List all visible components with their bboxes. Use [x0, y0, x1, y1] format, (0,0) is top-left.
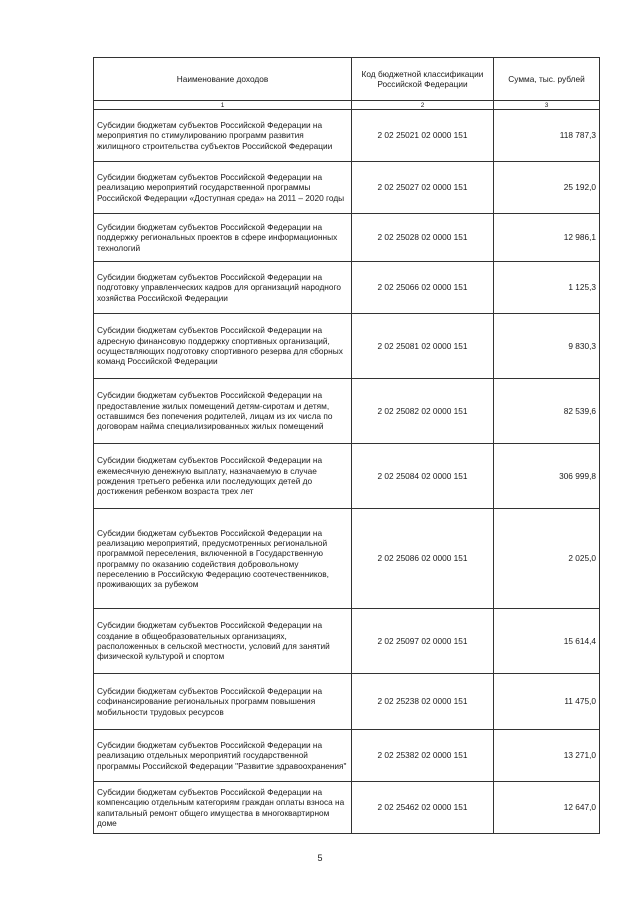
row-name: Субсидии бюджетам субъектов Российской Федерации на адресную финансовую поддержку спортивных организаций, осуществляющих подготовку спортивного резерва для сборных команд Российской Федерации [94, 314, 352, 379]
row-name: Субсидии бюджетам субъектов Российской Федерации на ежемесячную денежную выплату, назначаемую в случае рождения третьего ребенка или последующих детей до достижения ребенком возраста трех лет [94, 444, 352, 509]
table-row [94, 314, 600, 379]
row-code: 2 02 25086 02 0000 151 [352, 509, 494, 609]
row-code: 2 02 25238 02 0000 151 [352, 674, 494, 730]
row-code: 2 02 25382 02 0000 151 [352, 730, 494, 782]
row-amount: 2 025,0 [494, 509, 600, 609]
row-amount: 306 999,8 [494, 444, 600, 509]
table-row [94, 674, 600, 730]
table-row [94, 379, 600, 444]
row-code: 2 02 25462 02 0000 151 [352, 782, 494, 834]
row-code: 2 02 25084 02 0000 151 [352, 444, 494, 509]
header-amount: Сумма, тыс. рублей [494, 58, 600, 101]
row-amount: 82 539,6 [494, 379, 600, 444]
row-amount: 1 125,3 [494, 262, 600, 314]
row-code: 2 02 25066 02 0000 151 [352, 262, 494, 314]
table-row [94, 162, 600, 214]
table-row [94, 444, 600, 509]
row-code: 2 02 25081 02 0000 151 [352, 314, 494, 379]
row-name: Субсидии бюджетам субъектов Российской Федерации на софинансирование региональных программ повышения мобильности трудовых ресурсов [94, 674, 352, 730]
table-row [94, 262, 600, 314]
row-amount: 12 986,1 [494, 214, 600, 262]
row-amount: 9 830,3 [494, 314, 600, 379]
table-row [94, 214, 600, 262]
row-code: 2 02 25021 02 0000 151 [352, 110, 494, 162]
row-name: Субсидии бюджетам субъектов Российской Федерации на компенсацию отдельным категориям граждан оплаты взноса на капитальный ремонт общего имущества в многоквартирном доме [94, 782, 352, 834]
header-code: Код бюджетной классификации Российской Федерации [352, 58, 494, 101]
column-number-row [94, 101, 600, 110]
row-code: 2 02 25097 02 0000 151 [352, 609, 494, 674]
header-name: Наименование доходов [94, 58, 352, 101]
column-number: 3 [494, 101, 600, 110]
row-name: Субсидии бюджетам субъектов Российской Федерации на реализацию мероприятий государственной программы Российской Федерации «Доступная среда» на 2011 – 2020 годы [94, 162, 352, 214]
row-name: Субсидии бюджетам субъектов Российской Федерации на поддержку региональных проектов в сфере информационных технологий [94, 214, 352, 262]
row-name: Субсидии бюджетам субъектов Российской Федерации на создание в общеобразовательных организациях, расположенных в сельской местности, условий для занятий физической культурой и спортом [94, 609, 352, 674]
table-row [94, 782, 600, 834]
row-name: Субсидии бюджетам субъектов Российской Федерации на подготовку управленческих кадров для организаций народного хозяйства Российской Федерации [94, 262, 352, 314]
header-row [94, 58, 600, 101]
row-name: Субсидии бюджетам субъектов Российской Федерации на реализацию отдельных мероприятий государственной программы Российской Федерации "Развитие здравоохранения" [94, 730, 352, 782]
row-code: 2 02 25027 02 0000 151 [352, 162, 494, 214]
row-code: 2 02 25028 02 0000 151 [352, 214, 494, 262]
row-amount: 118 787,3 [494, 110, 600, 162]
table-row [94, 730, 600, 782]
row-name: Субсидии бюджетам субъектов Российской Федерации на реализацию мероприятий, предусмотренных региональной программой переселения, включенной в Государственную программу по оказанию содействия добровольному переселению в Российскую Федерацию соотечественников, проживающих за рубежом [94, 509, 352, 609]
row-amount: 12 647,0 [494, 782, 600, 834]
column-number: 1 [94, 101, 352, 110]
table-row [94, 609, 600, 674]
revenue-table [93, 57, 600, 834]
row-amount: 11 475,0 [494, 674, 600, 730]
page-number: 5 [317, 853, 323, 863]
row-amount: 25 192,0 [494, 162, 600, 214]
row-name: Субсидии бюджетам субъектов Российской Федерации на мероприятия по стимулированию программ развития жилищного строительства субъектов Российской Федерации [94, 110, 352, 162]
row-name: Субсидии бюджетам субъектов Российской Федерации на предоставление жилых помещений детям-сиротам и детям, оставшимся без попечения родителей, лицам из их числа по договорам найма специализированных жилых помещений [94, 379, 352, 444]
table-row [94, 509, 600, 609]
row-code: 2 02 25082 02 0000 151 [352, 379, 494, 444]
row-amount: 13 271,0 [494, 730, 600, 782]
row-amount: 15 614,4 [494, 609, 600, 674]
table-row [94, 110, 600, 162]
column-number: 2 [352, 101, 494, 110]
